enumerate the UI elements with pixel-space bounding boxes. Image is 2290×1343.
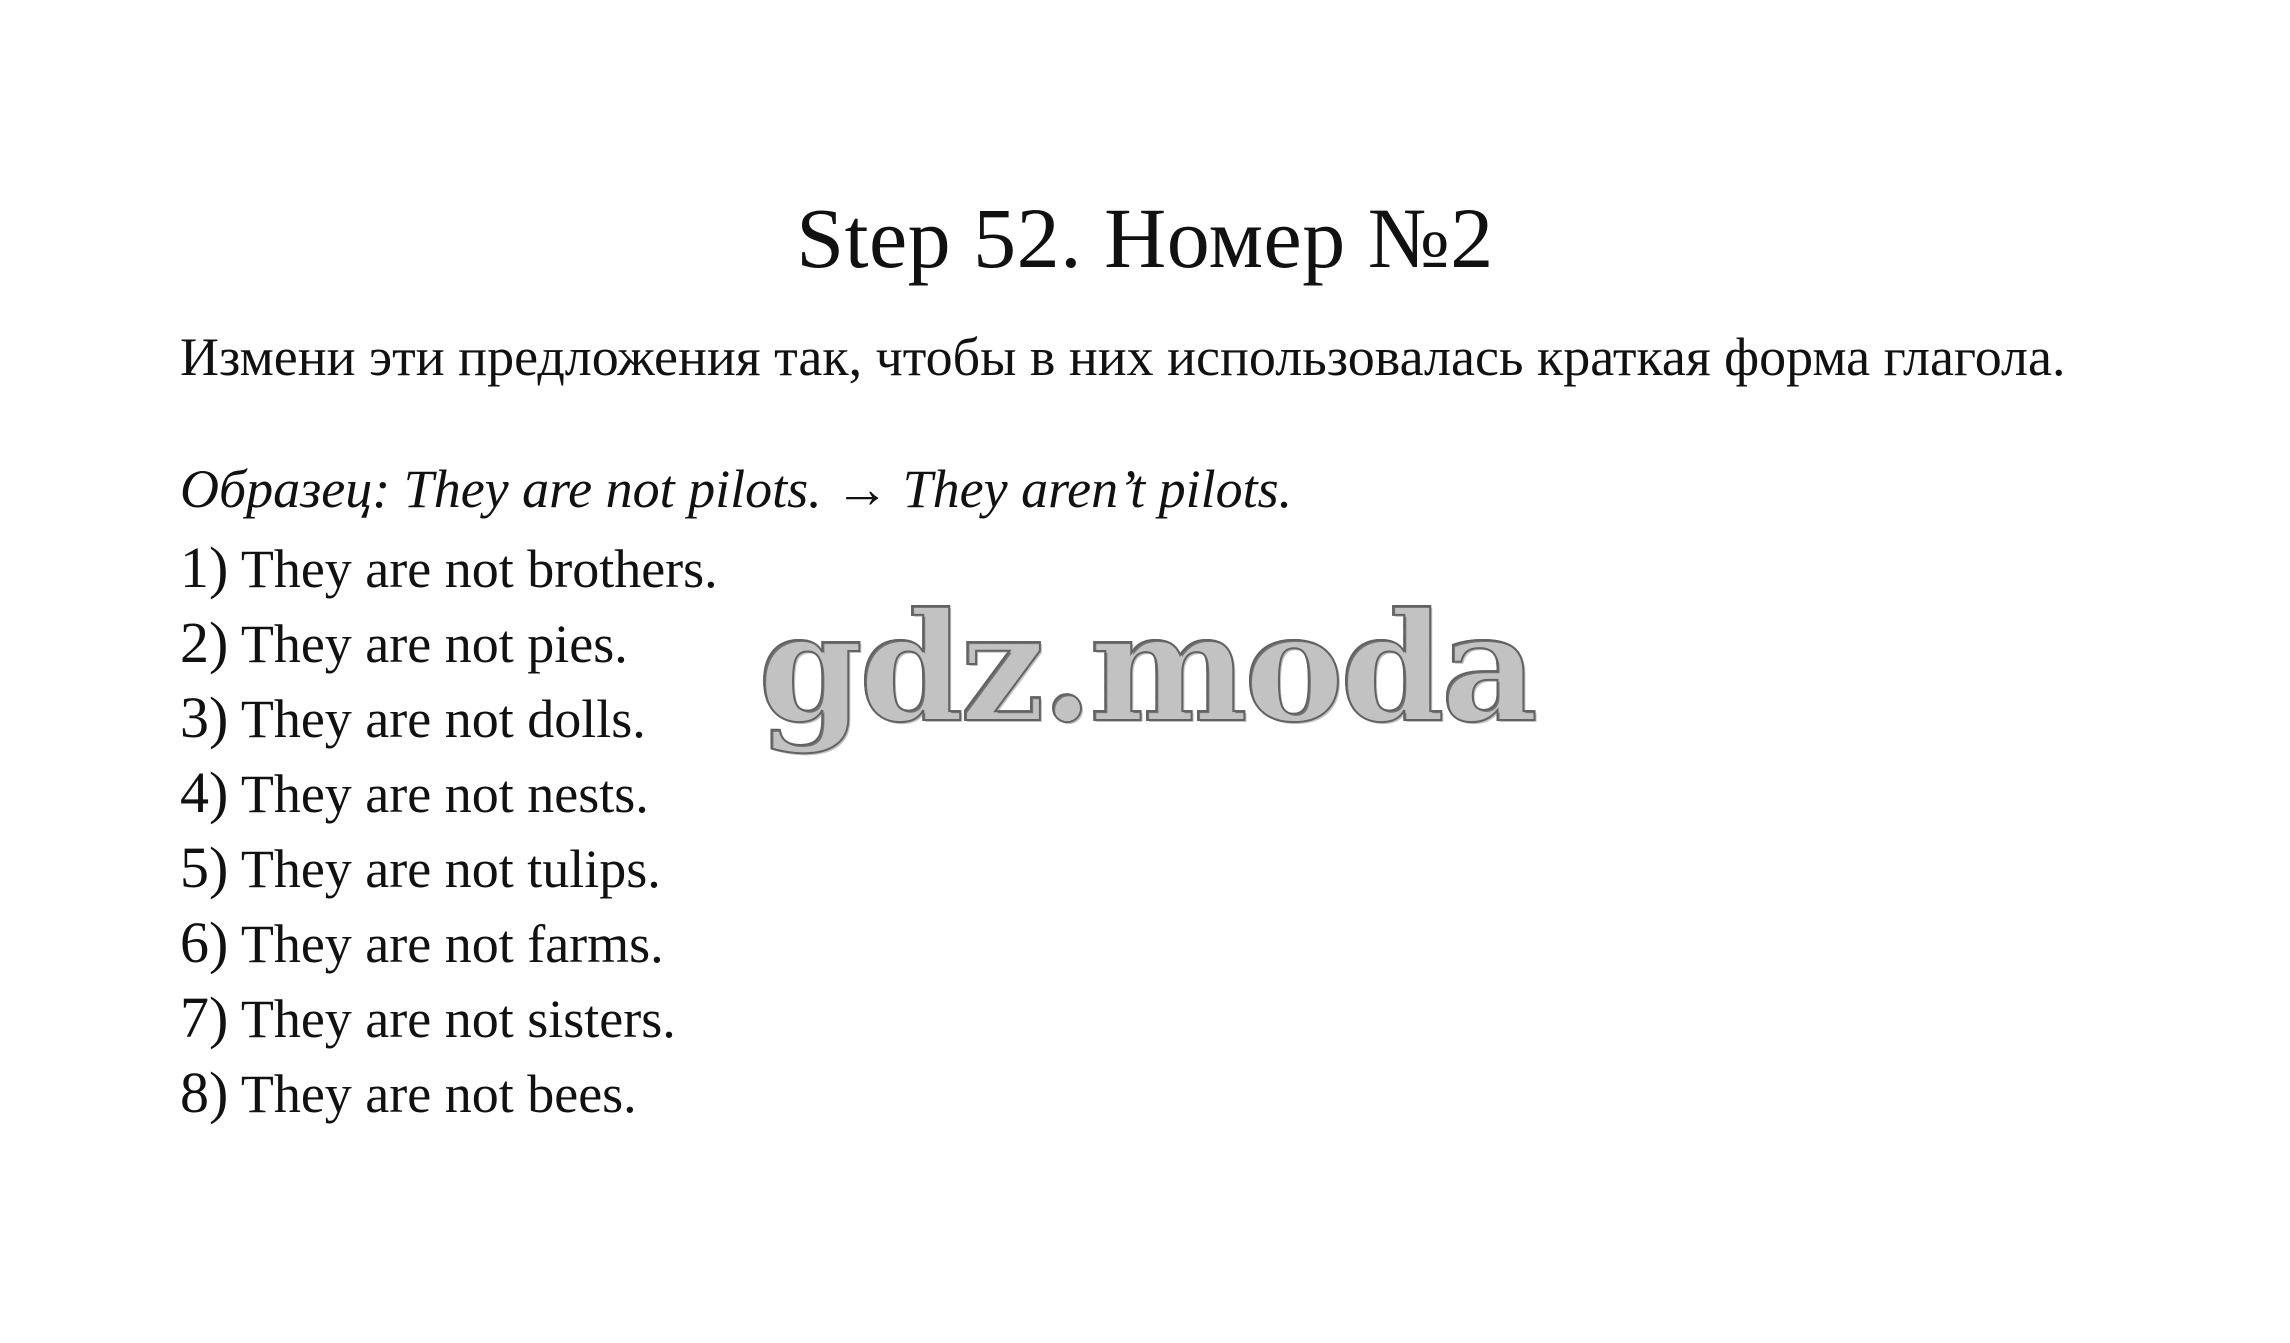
watermark: gdz.moda bbox=[758, 580, 1535, 756]
item-text: They are not tulips. bbox=[228, 839, 661, 899]
item-number: 3) bbox=[180, 685, 229, 750]
exercise-item-4 bbox=[180, 755, 718, 830]
item-number: 5) bbox=[180, 835, 229, 900]
exercise-item-3 bbox=[180, 680, 718, 755]
exercise-item-6 bbox=[180, 905, 718, 980]
task-example: Образец: They are not pilots. → They aren’t pilots. bbox=[180, 459, 1293, 519]
item-text: They are not brothers. bbox=[228, 539, 718, 599]
item-number: 2) bbox=[180, 610, 229, 675]
item-text: They are not bees. bbox=[228, 1064, 637, 1124]
page-title: Step 52. Номер №2 bbox=[796, 190, 1494, 286]
item-number: 4) bbox=[180, 760, 229, 825]
item-text: They are not farms. bbox=[228, 914, 664, 974]
item-text: They are not sisters. bbox=[228, 989, 676, 1049]
exercise-item-1 bbox=[180, 530, 718, 605]
item-text: They are not dolls. bbox=[228, 689, 646, 749]
task-instruction: Измени эти предложения так, чтобы в них использовалась краткая форма глагола. bbox=[180, 327, 2066, 387]
exercise-item-7 bbox=[180, 980, 718, 1055]
item-text: They are not pies. bbox=[228, 614, 628, 674]
item-text: They are not nests. bbox=[228, 764, 649, 824]
exercise-item-2 bbox=[180, 605, 718, 680]
item-number: 8) bbox=[180, 1060, 229, 1125]
item-number: 7) bbox=[180, 985, 229, 1050]
exercise-list bbox=[180, 530, 718, 1130]
exercise-item-5 bbox=[180, 830, 718, 905]
item-number: 6) bbox=[180, 910, 229, 975]
item-number: 1) bbox=[180, 535, 229, 600]
exercise-item-8 bbox=[180, 1055, 718, 1130]
